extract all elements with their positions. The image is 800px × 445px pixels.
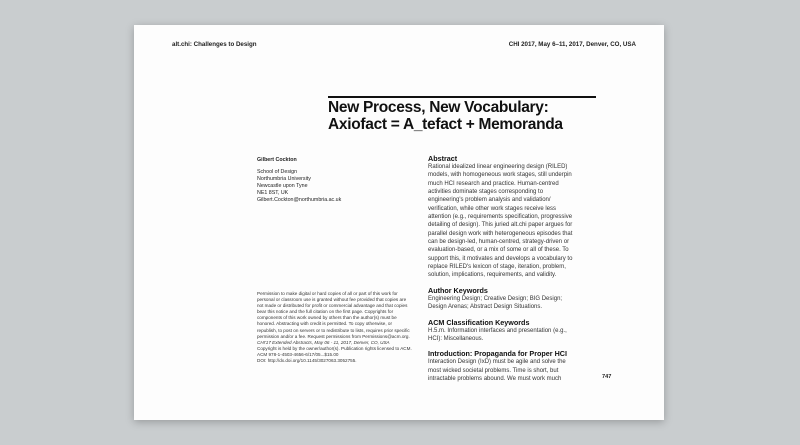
abstract-line: Rational idealized linear engineering design (RILED) [428,164,568,170]
author-name: Gilbert Cockton [257,157,297,163]
permission-doi: DOI: http://dx.doi.org/10.1145/3027063.3052755. [257,358,357,364]
permission-line: CHI'17 Extended Abstracts, May 06 - 11, 2017, Denver, CO, USA [257,339,390,345]
permission-line: personal or classroom use is granted without fee provided that copies are [257,297,407,303]
abstract-line: engineering's problem analysis and validation/ [428,197,551,204]
author-affiliation-line: Northumbria University [257,176,311,182]
running-header-left: alt.chi: Challenges to Design [172,41,257,48]
page-number: 747 [602,374,612,380]
main-column [428,154,628,383]
permission-line: not made or distributed for profit or commercial advantage and that copies [257,303,408,309]
abstract-line: support this, it motivates and develops a vocabulary to [428,255,573,262]
keywords-line: Engineering Design; Creative Design; BIG Design; [428,295,563,302]
abstract-line: verification, while other work stages receive less [428,205,557,212]
abstract-line: attention (e.g., requirements specification, progressive [428,214,573,221]
introduction-heading: Introduction: Propaganda for Proper HCI [428,349,567,359]
permission-line: permission and/or a fee. Request permissions from Permissions@acm.org. [257,333,410,339]
keywords-line: Design Arenas; Abstract Design Situations. [428,304,543,311]
title-rule [328,96,596,98]
abstract-body [428,163,628,280]
abstract-line: much HCI research and practice. Human-centred [428,180,559,187]
author-keywords-body [428,295,628,312]
abstract-line: can be design-led, human-centred, strategy-driven or [428,239,570,246]
intro-line: intractable problems abound. We must work much [428,375,562,382]
paper-page [134,25,664,420]
abstract-line: replace RILED's lexicon of stage, iteration, problem, [428,264,566,271]
acm-classification-body [428,327,628,344]
introduction-body [428,358,628,383]
intro-line: most wicked societal problems. Time is short, but [428,367,559,374]
permission-line: bear this notice and the full citation on the first page. Copyrights for [257,309,394,315]
intro-line: Interaction Design (IxD) must be agile and solve the [428,359,566,366]
author-affiliation-line: School of Design [257,169,298,175]
paper-title [328,99,628,133]
permission-line: honored. Abstracting with credit is permitted. To copy otherwise, or [257,321,392,327]
abstract-line: models, with homogeneous work stages, still underpin [428,172,572,179]
acm-line: HCI): Miscellaneous. [428,335,484,342]
abstract-line: solution, implications, requirements, and validity. [428,272,557,279]
permission-line: Copyright is held by the owner/author(s). Publication rights licensed to ACM. [257,345,412,351]
acm-line: H.5.m. Information interfaces and presentation (e.g., [428,327,567,334]
title-line-2: Axiofact = A_tefact + Memoranda [328,116,563,133]
abstract-line: detailing of design). This juried alt.chi paper argues for [428,222,573,229]
abstract-line: parallel design work with heterogeneous episodes that [428,230,573,237]
abstract-line: activities dominate stages corresponding to [428,189,544,196]
author-affiliation-line: NE1 8ST, UK [257,190,289,196]
author-keywords-heading: Author Keywords [428,285,488,295]
author-affiliation-line: Newcastle upon Tyne [257,183,308,189]
abstract-line: evaluation-based, or a mix of some or all of these. To [428,247,569,254]
abstract-heading: Abstract [428,154,458,163]
permission-line: republish, to post on servers or to redistribute to lists, requires prior specific [257,327,410,333]
author-block [257,157,397,204]
title-line-1: New Process, New Vocabulary: [328,99,549,116]
permission-line: components of this work owned by others than the author(s) must be [257,315,397,321]
running-header-right: CHI 2017, May 6–11, 2017, Denver, CO, USA [508,41,636,48]
author-email: Gilbert.Cockton@northumbria.ac.uk [257,197,342,203]
acm-classification-heading: ACM Classification Keywords [428,317,530,327]
permission-line: ACM 978-1-4503-4656-6/17/05...$15.00 [257,351,339,357]
permission-line: Permission to make digital or hard copies of all or part of this work for [257,291,398,296]
permission-notice [257,291,412,364]
